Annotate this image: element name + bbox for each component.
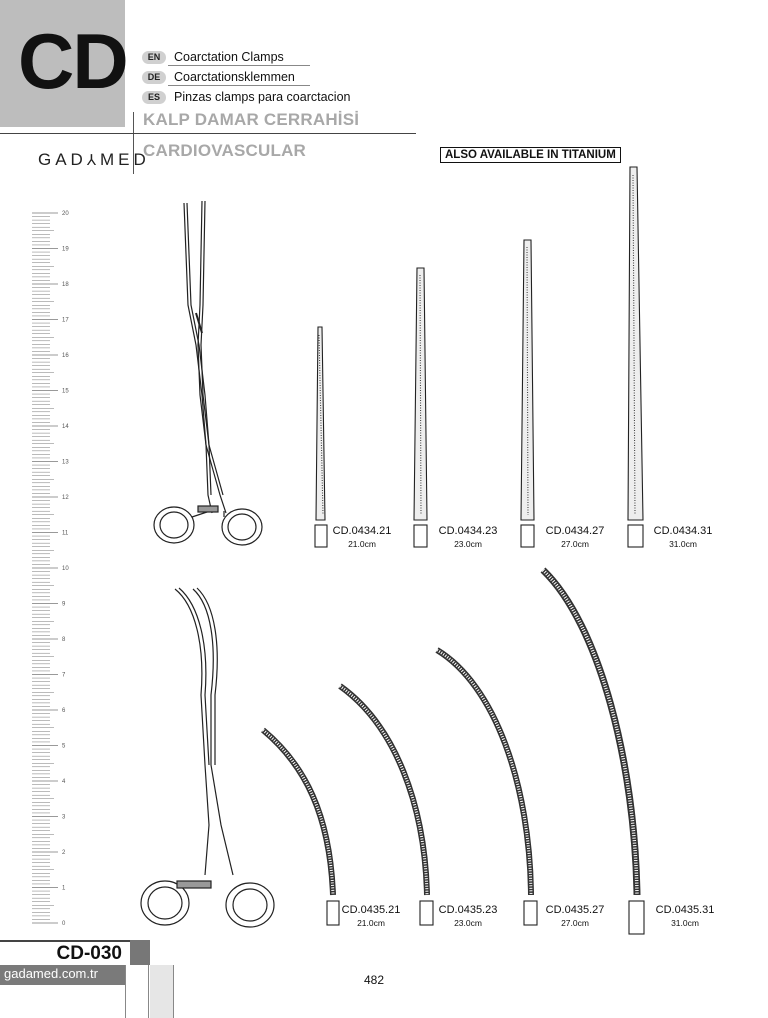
product-length: 23.0cm <box>454 539 482 549</box>
ruler-label: 14 <box>62 424 69 430</box>
product-code: CD.0434.27 <box>545 525 605 537</box>
product-length: 27.0cm <box>561 539 589 549</box>
ruler-label: 12 <box>62 495 69 501</box>
product-code: CD.0434.31 <box>653 525 713 537</box>
product-length: 21.0cm <box>348 539 376 549</box>
lang-text: Coarctation Clamps <box>174 50 284 64</box>
ruler-label: 7 <box>62 672 66 679</box>
ruler-label: 5 <box>62 743 66 750</box>
ruler-label: 6 <box>62 708 66 714</box>
ruler-label: 19 <box>62 246 69 253</box>
ruler-label: 18 <box>62 282 69 288</box>
ruler-label: 0 <box>62 921 66 927</box>
straight-jaws <box>310 165 660 550</box>
divider <box>0 133 416 134</box>
ruler-label: 3 <box>62 814 66 821</box>
product-length: 21.0cm <box>357 918 385 928</box>
product-code: CD.0434.21 <box>332 525 392 537</box>
straight-clamp-image <box>140 195 280 555</box>
jaw-0434-27 <box>521 240 534 547</box>
section-letters: CD <box>18 17 127 105</box>
ruler-label: 9 <box>62 601 66 608</box>
jaw-0434-23 <box>414 268 427 547</box>
product-length: 27.0cm <box>561 918 589 928</box>
ruler-label: 1 <box>62 885 66 892</box>
product-length: 23.0cm <box>454 918 482 928</box>
brand-logo: GAD⅄MED <box>38 150 150 169</box>
website: gadamed.com.tr <box>4 966 98 981</box>
divider <box>168 85 310 86</box>
ruler-label: 4 <box>62 779 66 785</box>
footer-accent <box>130 940 150 965</box>
lang-text: Pinzas clamps para coarctacion <box>174 90 351 104</box>
lang-text: Coarctationsklemmen <box>174 70 295 84</box>
product-length: 31.0cm <box>669 539 697 549</box>
lang-badge: ES <box>142 91 166 104</box>
curved-jaws <box>255 565 655 940</box>
product-code: CD.0435.27 <box>545 904 605 916</box>
category-title-en: CARDIOVASCULAR <box>143 141 307 160</box>
lang-badge: DE <box>142 71 166 84</box>
ruler-label: 15 <box>62 388 69 395</box>
ruler-label: 8 <box>62 637 66 643</box>
ruler-label: 10 <box>62 566 69 572</box>
ruler-label: 20 <box>62 211 69 217</box>
titanium-note: ALSO AVAILABLE IN TITANIUM <box>440 147 621 163</box>
catalog-code: CD-030 <box>56 943 122 964</box>
product-code: CD.0435.23 <box>438 904 498 916</box>
divider <box>168 65 310 66</box>
lang-badge: EN <box>142 51 166 64</box>
ruler-label: 11 <box>62 530 69 537</box>
jaw-0434-21 <box>315 327 327 547</box>
product-code: CD.0435.31 <box>655 904 715 916</box>
ruler-label: 2 <box>62 850 66 856</box>
ruler <box>30 205 75 935</box>
category-title-tr: KALP DAMAR CERRAHİSİ <box>143 110 360 129</box>
product-length: 31.0cm <box>671 918 699 928</box>
page-number: 482 <box>364 973 385 987</box>
jaw-0434-31 <box>628 167 643 547</box>
footer-boxes <box>125 965 174 1018</box>
product-code: CD.0434.23 <box>438 525 498 537</box>
ruler-label: 13 <box>62 459 69 466</box>
ruler-label: 16 <box>62 353 69 359</box>
product-code: CD.0435.21 <box>341 904 401 916</box>
ruler-label: 17 <box>62 317 69 324</box>
